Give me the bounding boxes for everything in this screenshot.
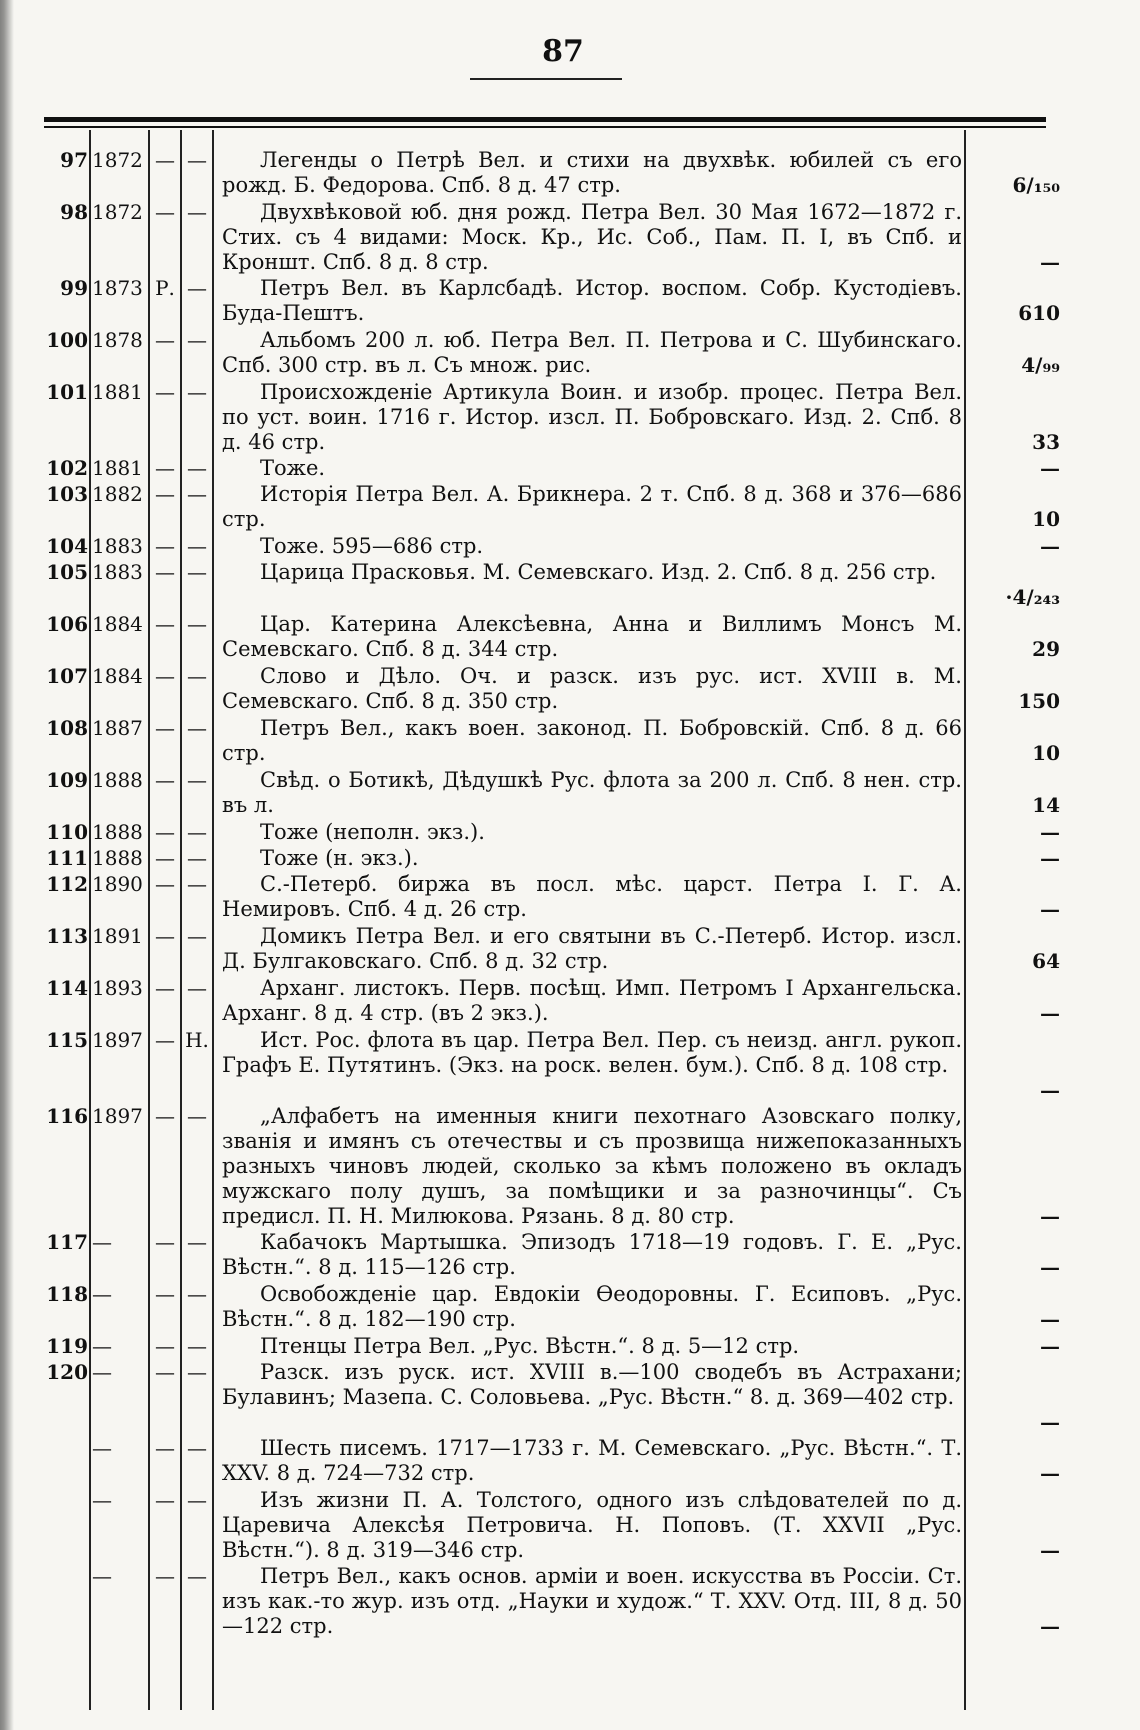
catalog-entry [0, 612, 1140, 664]
entry-price: — [1040, 456, 1060, 480]
catalog-entry [0, 768, 1140, 820]
entry-price: 29 [1032, 637, 1060, 661]
entry-number: 120 [46, 1360, 88, 1384]
entry-description: Кабачокъ Мартышка. Эпизодъ 1718—19 годовъ. Г. Е. „Рус. Вѣстн.“. 8 д. 115—126 стр. [222, 1230, 962, 1279]
entry-mark2: — [187, 1104, 207, 1128]
entry-mark1: — [155, 664, 175, 688]
entry-description: Свѣд. о Ботикѣ, Дѣдушкѣ Рус. флота за 200 л. Спб. 8 нен. стр. въ л. [222, 768, 962, 817]
entry-price: 14 [1032, 793, 1060, 817]
entry-mark1: — [155, 612, 175, 636]
entry-number: 97 [60, 148, 88, 172]
entry-price: — [1040, 1461, 1060, 1485]
catalog-entry [0, 1488, 1140, 1564]
entry-price: 33 [1032, 430, 1060, 454]
catalog-entry [0, 276, 1140, 328]
entry-description: Тоже (неполн. экз.). [260, 820, 485, 844]
catalog-entry [0, 1028, 1140, 1104]
entry-year: 1883 [92, 534, 143, 558]
catalog-entry [0, 924, 1140, 976]
entry-mark1: — [155, 976, 175, 1000]
entry-year: — [92, 1282, 112, 1306]
entry-mark2: — [187, 276, 207, 300]
entry-year: 1888 [92, 846, 143, 870]
catalog-entry [0, 380, 1140, 456]
entry-number: 111 [46, 846, 88, 870]
entry-price: — [1040, 534, 1060, 558]
entry-mark1: — [155, 1334, 175, 1358]
page-number-underline [470, 78, 622, 80]
entry-mark2: — [187, 1360, 207, 1384]
entry-description: Петръ Вел. въ Карлсбадѣ. Истор. воспом. Собр. Кустодіевъ. Буда-Пештъ. [222, 276, 962, 325]
catalog-entry [0, 456, 1140, 482]
entry-description: Тоже (н. экз.). [260, 846, 419, 870]
entry-price: — [1040, 1078, 1060, 1102]
entry-mark1: — [155, 1360, 175, 1384]
entry-number: 105 [46, 560, 88, 584]
entry-price: 64 [1032, 949, 1060, 973]
entry-mark1: — [155, 380, 175, 404]
entry-number: 106 [46, 612, 88, 636]
entry-number: 119 [46, 1334, 88, 1358]
entry-description: Арханг. листокъ. Перв. посѣщ. Имп. Петромъ I Архангельска. Арханг. 8 д. 4 стр. (въ 2 экз.). [222, 976, 962, 1025]
entry-mark2: — [187, 1436, 207, 1460]
catalog-entry [0, 148, 1140, 200]
entry-description: Альбомъ 200 л. юб. Петра Вел. П. Петрова и С. Шубинскаго. Спб. 300 стр. въ л. Съ множ. рис. [222, 328, 962, 377]
entry-year: 1888 [92, 820, 143, 844]
entry-description: Двухвѣковой юб. дня рожд. Петра Вел. 30 Мая 1672—1872 г. Стих. съ 4 видами: Моск. Кр., Ис. Соб., Пам. П. I, въ Спб. и Кроншт. Спб. 8 д. 8 стр. [222, 200, 962, 274]
catalog-entry [0, 976, 1140, 1028]
entry-mark2: — [187, 200, 207, 224]
entry-number: 98 [60, 200, 88, 224]
entry-number: 110 [46, 820, 88, 844]
entry-year: — [92, 1360, 112, 1384]
entry-price: — [1040, 846, 1060, 870]
entry-number: 100 [46, 328, 88, 352]
entry-mark1: — [155, 148, 175, 172]
entry-year: 1893 [92, 976, 143, 1000]
entry-price: 610 [1018, 301, 1060, 325]
entry-mark2: — [187, 534, 207, 558]
entry-year: 1872 [92, 200, 143, 224]
entry-number: 107 [46, 664, 88, 688]
entry-description: Слово и Дѣло. Оч. и разск. изъ рус. ист. XVIII в. М. Семевскаго. Спб. 8 д. 350 стр. [222, 664, 962, 713]
entry-mark1: — [155, 328, 175, 352]
entry-description: Ист. Рос. флота въ цар. Петра Вел. Пер. съ неизд. англ. рукоп. Графъ Е. Путятинъ. (Экз. на роск. велен. бум.). Спб. 8 д. 108 стр. [222, 1028, 962, 1077]
entry-year: 1897 [92, 1028, 143, 1052]
catalog-entry [0, 200, 1140, 276]
entry-description: Шесть писемъ. 1717—1733 г. М. Семевскаго. „Рус. Вѣстн.“. Т. XXV. 8 д. 724—732 стр. [222, 1436, 962, 1485]
page-number: 87 [542, 34, 584, 69]
entry-mark2: — [187, 976, 207, 1000]
entry-year: 1883 [92, 560, 143, 584]
entry-description: Разск. изъ руск. ист. XVIII в.—100 сводебъ въ Астрахани; Булавинъ; Мазепа. С. Соловьева. „Рус. Вѣстн.“ 8. д. 369—402 стр. [222, 1360, 962, 1409]
entry-year: 1888 [92, 768, 143, 792]
catalog-table [0, 148, 1140, 1640]
entry-price: — [1040, 1334, 1060, 1358]
entry-price: — [1040, 820, 1060, 844]
entry-year: 1881 [92, 456, 143, 480]
entry-year: 1882 [92, 482, 143, 506]
catalog-entry [0, 1334, 1140, 1360]
entry-year: — [92, 1230, 112, 1254]
entry-description: Царица Прасковья. М. Семевскаго. Изд. 2. Спб. 8 д. 256 стр. [260, 560, 937, 584]
entry-mark2: — [187, 664, 207, 688]
entry-price: — [1040, 1614, 1060, 1638]
entry-description: Тоже. [260, 456, 326, 480]
entry-price: — [1040, 1255, 1060, 1279]
entry-number: 117 [46, 1230, 88, 1254]
entry-year: — [92, 1436, 112, 1460]
entry-mark2: — [187, 456, 207, 480]
entry-number: 114 [46, 976, 88, 1000]
header-rule-thick [44, 117, 1046, 122]
entry-mark2: — [187, 846, 207, 870]
entry-price: — [1040, 897, 1060, 921]
entry-description: Птенцы Петра Вел. „Рус. Вѣстн.“. 8 д. 5—12 стр. [260, 1334, 800, 1358]
entry-mark1: — [155, 560, 175, 584]
entry-mark2: — [187, 380, 207, 404]
entry-year: 1891 [92, 924, 143, 948]
entry-mark1: — [155, 1230, 175, 1254]
catalog-entry [0, 534, 1140, 560]
entry-mark1: — [155, 1028, 175, 1052]
entry-mark1: — [155, 1104, 175, 1128]
entry-number: 115 [46, 1028, 88, 1052]
entry-number: 112 [46, 872, 88, 896]
entry-mark2: Н. [185, 1028, 209, 1052]
catalog-entry [0, 664, 1140, 716]
entry-mark1: — [155, 1564, 175, 1588]
entry-mark2: — [187, 148, 207, 172]
catalog-entry [0, 1564, 1140, 1640]
entry-number: 109 [46, 768, 88, 792]
entry-mark2: — [187, 768, 207, 792]
catalog-entry [0, 1436, 1140, 1488]
entry-price: 150 [1018, 689, 1060, 713]
entry-mark2: — [187, 482, 207, 506]
entry-description: Петръ Вел., какъ основ. арміи и воен. искусства въ Россіи. Ст. изъ как.-то жур. изъ отд. „Науки и худож.“ Т. XXV. Отд. III, 8 д. 50—122 стр. [222, 1564, 962, 1638]
entry-year: 1890 [92, 872, 143, 896]
entry-year: — [92, 1488, 112, 1512]
entry-mark2: — [187, 924, 207, 948]
entry-description: Освобожденіе цар. Евдокіи Ѳеодоровны. Г. Есиповъ. „Рус. Вѣстн.“. 8 д. 182—190 стр. [222, 1282, 962, 1331]
entry-mark2: — [187, 872, 207, 896]
entry-price: 10 [1032, 507, 1060, 531]
entry-number: 102 [46, 456, 88, 480]
entry-description: Изъ жизни П. А. Толстого, одного изъ слѣдователей по д. Царевича Алексѣя Петровича. Н. Поповъ. (Т. XXVII „Рус. Вѣстн.“). 8 д. 319—346 стр. [222, 1488, 962, 1562]
entry-year: 1884 [92, 612, 143, 636]
entry-mark1: — [155, 482, 175, 506]
entry-price: — [1040, 1204, 1060, 1228]
entry-mark1: — [155, 456, 175, 480]
entry-description: С.-Петерб. биржа въ посл. мѣс. царст. Петра I. Г. А. Немировъ. Спб. 4 д. 26 стр. [222, 872, 962, 921]
entry-description: Петръ Вел., какъ воен. законод. П. Бобровскій. Спб. 8 д. 66 стр. [222, 716, 962, 765]
catalog-entry [0, 872, 1140, 924]
catalog-entry [0, 716, 1140, 768]
entry-description: Исторія Петра Вел. А. Брикнера. 2 т. Спб. 8 д. 368 и 376—686 стр. [222, 482, 962, 531]
entry-number: 104 [46, 534, 88, 558]
entry-number: 108 [46, 716, 88, 740]
entry-year: 1873 [92, 276, 143, 300]
entry-description: „Алфабетъ на именныя книги пехотнаго Азовскаго полку, званія и имянъ съ отечествы и съ прозвища нижепоказанныхъ разныхъ чиновъ людей, сколько за кѣмъ положено въ окладъ мужскаго полу душъ, за помѣщики и за разночинцы“. Съ предисл. П. Н. Милюкова. Рязань. 8 д. 80 стр. [222, 1104, 962, 1228]
entry-mark2: — [187, 1334, 207, 1358]
entry-description: Тоже. 595—686 стр. [260, 534, 484, 558]
entry-price: 6/₁₅₀ [1012, 173, 1060, 197]
entry-year: 1872 [92, 148, 143, 172]
header-rule-thin [44, 126, 1046, 128]
entry-mark1: — [155, 768, 175, 792]
catalog-entry [0, 482, 1140, 534]
entry-description: Легенды о Петрѣ Вел. и стихи на двухвѣк. юбилей съ его рожд. Б. Федорова. Спб. 8 д. 47 стр. [222, 148, 962, 197]
entry-price: 4/₉₉ [1021, 353, 1060, 377]
catalog-entry [0, 328, 1140, 380]
catalog-entry [0, 1360, 1140, 1436]
catalog-entry [0, 846, 1140, 872]
entry-year: 1897 [92, 1104, 143, 1128]
entry-mark1: — [155, 846, 175, 870]
entry-year: — [92, 1334, 112, 1358]
entry-mark2: — [187, 328, 207, 352]
entry-mark1: — [155, 872, 175, 896]
entry-mark1: — [155, 1436, 175, 1460]
entry-year: 1878 [92, 328, 143, 352]
entry-price: ·4/₂₄₃ [1005, 585, 1060, 609]
entry-mark1: — [155, 924, 175, 948]
entry-mark2: — [187, 612, 207, 636]
catalog-entry [0, 560, 1140, 612]
entry-year: 1881 [92, 380, 143, 404]
entry-price: — [1040, 250, 1060, 274]
entry-mark2: — [187, 1230, 207, 1254]
entry-number: 113 [46, 924, 88, 948]
entry-number: 99 [60, 276, 88, 300]
entry-description: Домикъ Петра Вел. и его святыни въ С.-Петерб. Истор. изсл. Д. Булгаковскаго. Спб. 8 д. 32 стр. [222, 924, 962, 973]
entry-mark1: — [155, 1488, 175, 1512]
entry-description: Цар. Катерина Алексѣевна, Анна и Виллимъ Монсъ М. Семевскаго. Спб. 8 д. 344 стр. [222, 612, 962, 661]
entry-number: 103 [46, 482, 88, 506]
entry-year: 1884 [92, 664, 143, 688]
entry-number: 118 [46, 1282, 88, 1306]
entry-price: — [1040, 1410, 1060, 1434]
entry-number: 116 [46, 1104, 88, 1128]
entry-mark1: Р. [155, 276, 175, 300]
entry-year: — [92, 1564, 112, 1588]
entry-mark1: — [155, 820, 175, 844]
entry-mark2: — [187, 1564, 207, 1588]
entry-description: Происхожденіе Артикула Воин. и изобр. процес. Петра Вел. по уст. воин. 1716 г. Истор. изсл. П. Бобровскаго. Изд. 2. Спб. 8 д. 46 стр. [222, 380, 962, 454]
entry-mark2: — [187, 1282, 207, 1306]
entry-price: — [1040, 1538, 1060, 1562]
catalog-entry [0, 1230, 1140, 1282]
entry-mark2: — [187, 820, 207, 844]
entry-mark1: — [155, 534, 175, 558]
entry-mark2: — [187, 716, 207, 740]
entry-mark1: — [155, 1282, 175, 1306]
entry-year: 1887 [92, 716, 143, 740]
entry-number: 101 [46, 380, 88, 404]
entry-mark1: — [155, 200, 175, 224]
entry-mark1: — [155, 716, 175, 740]
catalog-entry [0, 1282, 1140, 1334]
entry-mark2: — [187, 1488, 207, 1512]
entry-price: — [1040, 1307, 1060, 1331]
entry-mark2: — [187, 560, 207, 584]
catalog-entry [0, 820, 1140, 846]
catalog-entry [0, 1104, 1140, 1230]
entry-price: 10 [1032, 741, 1060, 765]
entry-price: — [1040, 1001, 1060, 1025]
